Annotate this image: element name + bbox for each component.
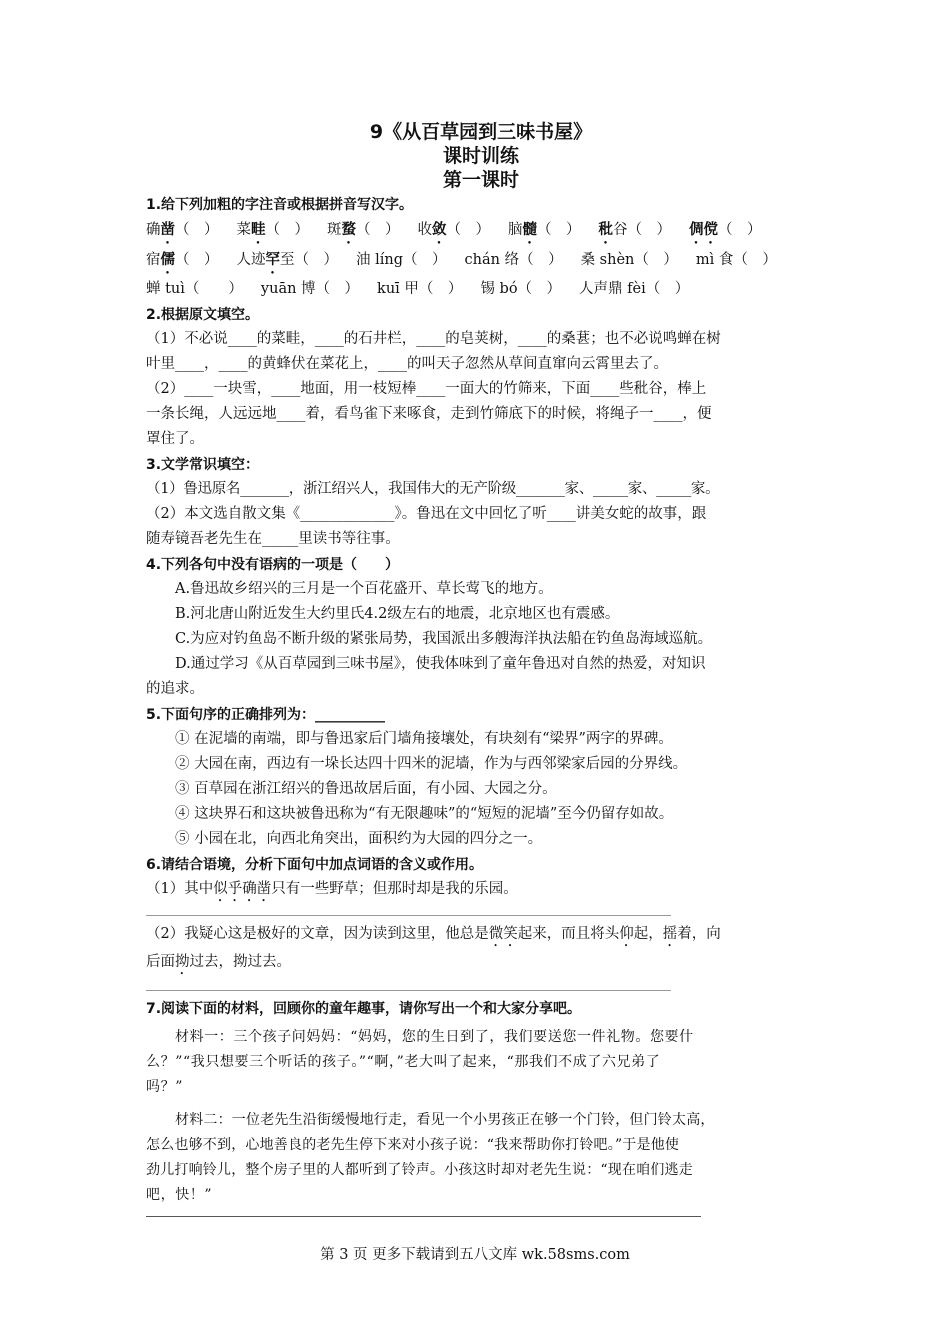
q6-s3-text-b: 过去，拗过去。: [189, 954, 291, 970]
item-blank: （ ）: [175, 252, 219, 268]
q6-sentence-1: [146, 877, 816, 905]
question-4-heading: 4.下列各句中没有语病的一项是（ ）: [146, 557, 400, 573]
bold-character: 凿: [160, 221, 175, 238]
q6-sentence-2: [146, 922, 816, 950]
item-blank: （ ）: [537, 222, 581, 238]
q2-part2-line3: 罩住了。: [146, 431, 204, 447]
lesson-period: 第一课时: [442, 169, 519, 191]
q5-sentence-4: ④ 这块界石和这块被鲁迅称为“有无限趣味”的“短短的泥墙”至今仍留存如故。: [175, 806, 674, 822]
q6-s2-emphasis-3: 摇: [662, 926, 678, 942]
item-blank: 人声鼎 fèi（ ）: [579, 281, 690, 297]
q1-row-2: [146, 247, 816, 277]
pinyin-item: [261, 277, 359, 302]
q5-sentence-2: ② 大园在南，西边有一垛长达四十四米的泥墙，作为与西邻梁家后园的分界线。: [175, 756, 688, 772]
q6-s2-emphasis-2: 仰: [619, 926, 634, 942]
item-prefix: 确: [146, 222, 161, 238]
pinyin-item: [356, 248, 447, 273]
pinyin-item: [579, 277, 689, 302]
material-2-line2: 怎么也够不到，心地善良的老先生停下来对小孩子说：“我来帮助你打铃吧。”于是他使: [146, 1137, 680, 1153]
pinyin-item: [508, 217, 581, 247]
question-7-heading: 7.阅读下面的材料，回顾你的童年趣事，请你写出一个和大家分享吧。: [146, 1001, 582, 1017]
material-1-line3: 吗？”: [146, 1079, 183, 1095]
item-blank: 油 líng（ ）: [356, 252, 447, 268]
item-blank: （ ）: [265, 222, 309, 238]
q4-option-a: A.鲁迅故乡绍兴的三月是一个百花盛开、草长莺飞的地方。: [175, 581, 553, 597]
bold-character: 蝥: [341, 221, 356, 238]
answer-line: [146, 990, 671, 991]
material-2-line3: 劲儿打响铃儿，整个房子里的人都听到了铃声。小孩这时却对老先生说：“现在咱们逃走: [146, 1162, 693, 1178]
pinyin-item: [146, 247, 219, 277]
item-prefix: 脑: [508, 222, 523, 238]
question-1-heading: 1.给下列加粗的字注音或根据拼音写汉字。: [146, 197, 414, 213]
q5-sentence-3: ③ 百草园在浙江绍兴的鲁迅故居后面，有小园、大园之分。: [175, 781, 557, 797]
item-blank: 谷（ ）: [613, 222, 671, 238]
pinyin-item: [465, 248, 563, 273]
q5-sentence-1: ① 在泥墙的南端，即与鲁迅家后门墙角接壤处，有块刻有“梁界”两字的界碑。: [175, 731, 673, 747]
material-1-line2: 么？”“我只想要三个听话的孩子。”“啊，”老大叫了起来，“那我们不成了六兄弟了: [146, 1054, 661, 1070]
q4-option-c: C.为应对钓鱼岛不断升级的紧张局势，我国派出多艘海洋执法船在钓鱼岛海域巡航。: [175, 631, 713, 647]
pinyin-item: [327, 217, 400, 247]
q2-part2-line2: 一条长绳，人远远地____着，看鸟雀下来啄食，走到竹筛底下的时候，将绳子一____，便: [146, 406, 712, 422]
item-prefix: 菜: [236, 222, 251, 238]
question-3-heading: 3.文学常识填空：: [146, 457, 260, 473]
q3-line2: （2）本文选自散文集《_____________》。鲁迅在文中回忆了听____讲美女蛇的故事，跟: [146, 506, 707, 522]
item-blank: （ ）: [175, 222, 219, 238]
item-blank: 蝉 tuì（ ）: [146, 281, 243, 297]
item-prefix: 收: [417, 222, 432, 238]
pinyin-item: [237, 217, 310, 247]
answer-line: [146, 915, 671, 916]
q6-s1-post: 只有一些野草；但那时却是我的乐园。: [271, 881, 518, 897]
question-2-heading: 2.根据原文填空。: [146, 307, 260, 323]
q6-sentence-2-cont: [146, 950, 816, 978]
item-blank: （ ）: [718, 222, 762, 238]
q6-s1-pre: （1）其中: [146, 881, 214, 897]
lesson-subtitle: 课时训练: [442, 145, 519, 167]
pinyin-item: [418, 217, 491, 247]
material-2-line1: 材料二：一位老先生沿街缓慢地行走，看见一个小男孩正在够一个门铃，但门铃太高，: [175, 1112, 715, 1128]
q5-sentence-5: ⑤ 小园在北，向西北角突出，面积约为大园的四分之一。: [175, 831, 543, 847]
item-prefix: 斑: [327, 222, 342, 238]
bold-character: 儒: [160, 251, 175, 268]
q6-s2-text-c: 起，: [633, 926, 663, 942]
bold-character: 倜傥: [689, 221, 718, 238]
item-blank: 锡 bó（ ）: [480, 281, 562, 297]
q1-row-1: [146, 217, 816, 247]
bold-character: 秕: [598, 221, 613, 238]
pinyin-item: [581, 248, 678, 273]
q4-option-d-cont: 的追求。: [146, 681, 204, 697]
q6-s3-text-a: 后面: [146, 954, 175, 970]
bold-character: 畦: [251, 221, 266, 238]
item-blank: （ ）: [356, 222, 400, 238]
q6-s2-emphasis-1: 微笑: [488, 926, 518, 942]
item-prefix: 人迹: [236, 252, 266, 268]
pinyin-item: [480, 277, 561, 302]
q1-row-3: [146, 277, 816, 302]
pinyin-item: [696, 248, 777, 273]
pinyin-item: [237, 247, 339, 277]
item-blank: （ ）: [446, 222, 490, 238]
bold-character: 敛: [432, 221, 447, 238]
q6-s3-emphasis: 拗: [175, 954, 190, 970]
material-1-line1: 材料一：三个孩子问妈妈：“妈妈，您的生日到了，我们要送您一件礼物。您要什: [175, 1029, 694, 1045]
q2-part2-line1: （2）____一块雪，____地面，用一枝短棒____一面大的竹筛来，下面____些秕谷，棒上: [146, 381, 707, 397]
q6-s2-text-b: 起来，而且将头: [517, 926, 620, 942]
item-blank: 桑 shèn（ ）: [580, 252, 678, 268]
pinyin-item: [146, 217, 219, 247]
lesson-title: 9《从百草园到三味书屋》: [369, 121, 593, 143]
worksheet-page: [146, 120, 816, 1217]
q2-part1-line1: （1）不必说____的菜畦，____的石井栏，____的皂荚树，____的桑葚；也不必说鸣蝉在树: [146, 331, 721, 347]
bold-character: 髓: [522, 221, 537, 238]
q3-line1: （1）鲁迅原名_______，浙江绍兴人，我国伟大的无产阶级_______家、_____家、_____家。: [146, 481, 720, 497]
question-6-heading: 6.请结合语境，分析下面句中加点词语的含义或作用。: [146, 857, 484, 873]
q6-s2-text-a: （2）我疑心这是极好的文章，因为读到这里，他总是: [146, 926, 489, 942]
q3-line3: 随寿镜吾老先生在_____里读书等往事。: [146, 531, 400, 547]
pinyin-item: [689, 217, 762, 247]
bold-character: 罕: [265, 251, 280, 268]
q6-s2-text-d: 着，向: [677, 926, 721, 942]
item-blank: 至（ ）: [280, 252, 338, 268]
item-blank: chán 络（ ）: [464, 252, 563, 268]
pinyin-item: [146, 277, 243, 302]
item-blank: mì 食（ ）: [695, 252, 777, 268]
page-footer: 第 3 页 更多下载请到五八文库 wk.58sms.com: [320, 1247, 630, 1263]
q2-part1-line2: 叶里____，____的黄蜂伏在菜花上，____的叫天子忽然从草间直窜向云霄里去了。: [146, 356, 668, 372]
q4-option-d: D.通过学习《从百草园到三味书屋》，使我体味到了童年鲁迅对自然的热爱，对知识: [175, 656, 706, 672]
writing-line: [146, 1216, 701, 1217]
item-blank: kuī 甲（ ）: [377, 281, 463, 297]
material-2-line4: 吧，快！”: [146, 1187, 213, 1203]
q4-option-b: B.河北唐山附近发生大约里氏4.2级左右的地震，北京地区也有震感。: [175, 606, 620, 622]
pinyin-item: [599, 217, 672, 247]
pinyin-item: [377, 277, 462, 302]
question-5-heading: 5.下面句序的正确排列为：__________: [146, 707, 386, 723]
q6-s1-emphasis: 似乎确凿: [213, 881, 272, 897]
item-blank: yuān 博（ ）: [260, 281, 360, 297]
item-prefix: 宿: [146, 252, 161, 268]
